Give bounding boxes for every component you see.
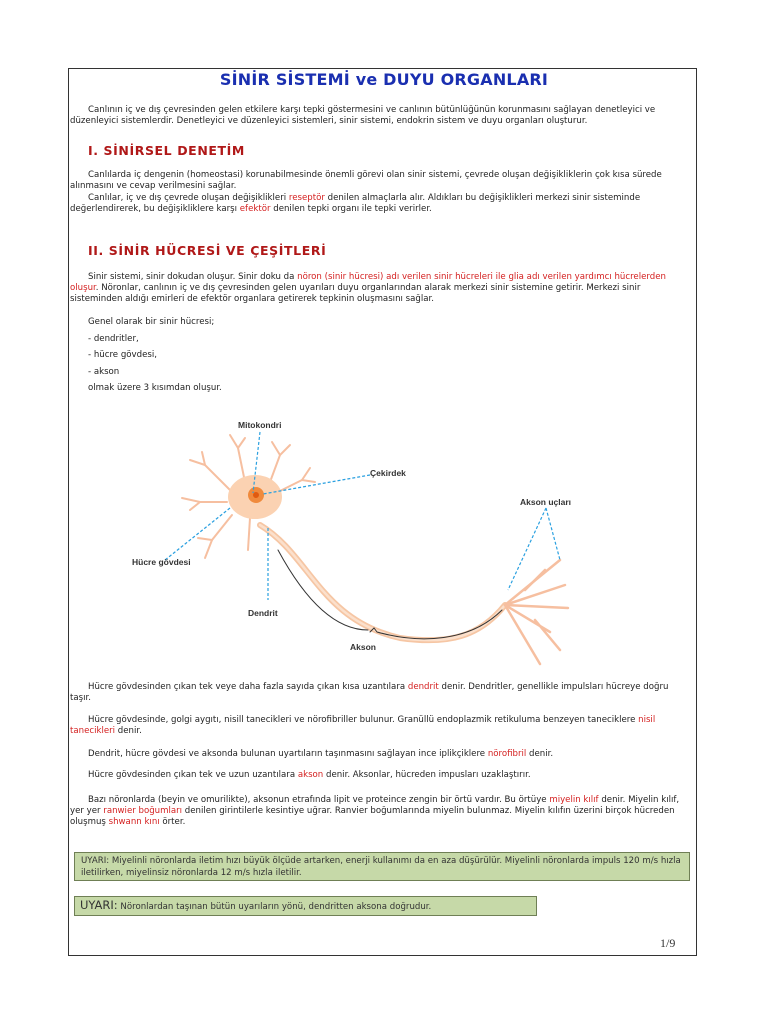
label-akson: Akson	[350, 642, 376, 652]
list-outro: olmak üzere 3 kısımdan oluşur.	[88, 383, 222, 393]
label-dendrit: Dendrit	[248, 608, 278, 618]
nisil-paragraph: Hücre gövdesinde, golgi aygıtı, nisill tanecikleri ve nörofibriller bulunur. Granüllü endoplazmik retikuluma benzeyen taneciklere nisil tanecikleri denir.	[70, 715, 656, 736]
pointer-lines	[165, 432, 560, 600]
section2-heading: II. SİNİR HÜCRESİ VE ÇEŞİTLERİ	[88, 243, 327, 258]
miyelin-paragraph: Bazı nöronlarda (beyin ve omurilikte), aksonun etrafında lipit ve proteince zengin bir örtü vardır. Bu örtüye miyelin kılıf denir. Miyelin kılıf, yer yer ranwier boğumları denilen girintilerle kesintiye uğrar. Ranvier boğumlarında miyelin bulunmaz. Miyelin kılıfın üzerini birçok hücreden oluşmuş shwann kını örter.	[70, 795, 680, 827]
dendrit-paragraph: Hücre gövdesinden çıkan tek veye daha fazla sayıda çıkan kısa uzantılara dendrit denir. Dendritler, genellikle impulsları hücreye doğru taşır.	[70, 682, 669, 703]
warning-box-speed: UYARI: Miyelinli nöronlarda iletim hızı büyük ölçüde artarken, enerji kullanımı da en aza düşürülür. Miyelinli nöronlarda impuls 120 m/s hızla iletilirken, miyelinsiz nöronlarda 12 m/s hızla iletilir.	[74, 852, 690, 881]
axon-terminals	[505, 560, 568, 664]
norofibril-paragraph: Dendrit, hücre gövdesi ve aksonda bulunan uyartıların taşınmasını sağlayan ince iplikçiklere nörofibril denir.	[88, 749, 554, 759]
label-mitokondri: Mitokondri	[238, 420, 282, 430]
label-cekirdek: Çekirdek	[370, 468, 406, 478]
term-receptor: reseptör	[288, 193, 325, 203]
section1-paragraph1: Canlılarda iç dengenin (homeostasi) korunabilmesinde önemli görevi olan sinir sistemi, çevrede oluşan değişikliklerin çok kısa sürede alınmasını ve cevap verilmesini sağlar.	[70, 170, 662, 191]
list-intro: Genel olarak bir sinir hücresi;	[88, 317, 215, 327]
warning-box-direction: UYARI: Nöronlardan taşınan bütün uyarıların yönü, dendritten aksona doğrudur.	[74, 896, 537, 916]
intro-paragraph: Canlının iç ve dış çevresinden gelen etkilere karşı tepki göstermesini ve canlının bütünlüğünün korunmasını sağlayan denetleyici ve düzenleyici sistemlerdir. Denetleyici ve düzenleyici sistemleri, sinir sistemi, endokrin sistem ve duyu organları oluşturur.	[70, 105, 656, 126]
akson-paragraph: Hücre gövdesinden çıkan tek ve uzun uzantılara akson denir. Aksonlar, hücreden impusları uzaklaştırır.	[88, 770, 531, 780]
warning-label: UYARI:	[80, 898, 118, 912]
term-neuron: nöron (sinir hücresi) adı verilen sinir hücreleri ile glia adı verilen yardımcı hücrelerden oluşur	[70, 272, 666, 293]
neuron-diagram	[120, 410, 620, 670]
axon-fibre	[260, 525, 505, 640]
list-item: - dendritler,	[88, 333, 139, 344]
label-akson-uclari: Akson uçları	[520, 497, 572, 507]
section1-paragraph2: Canlılar, iç ve dış çevrede oluşan değişiklikleri reseptör denilen almaçlarla alır. Aldıkları bu değişiklikleri merkezi sinir sisteminde değerlendirerek, bu değişikliklere karşı efektör denilen tepki organı ile tepki verirler.	[70, 193, 641, 214]
section2-paragraph1: Sinir sistemi, sinir dokudan oluşur. Sinir doku da nöron (sinir hücresi) adı verilen sinir hücreleri ile glia adı verilen yardımcı hücrelerden oluşur. Nöronlar, canlının iç ve dış çevresinden gelen uyarıları duyu organlarından alarak merkezi sinir sistemine getirir. Merkezi sinir sisteminden aldığı emirleri de efektör organlara getirerek tepkinin oluşmasını sağlar.	[70, 272, 666, 304]
section1-heading: I. SİNİRSEL DENETİM	[88, 143, 245, 158]
list-item: - hücre gövdesi,	[88, 350, 157, 360]
page-title: SİNİR SİSTEMİ ve DUYU ORGANLARI	[219, 70, 549, 89]
label-hucre-govdesi: Hücre gövdesi	[132, 557, 191, 567]
page-number: 1/9	[660, 936, 676, 950]
list-item: - akson	[88, 366, 120, 377]
term-effector: efektör	[239, 204, 271, 214]
neuron-parts-list	[88, 314, 222, 397]
